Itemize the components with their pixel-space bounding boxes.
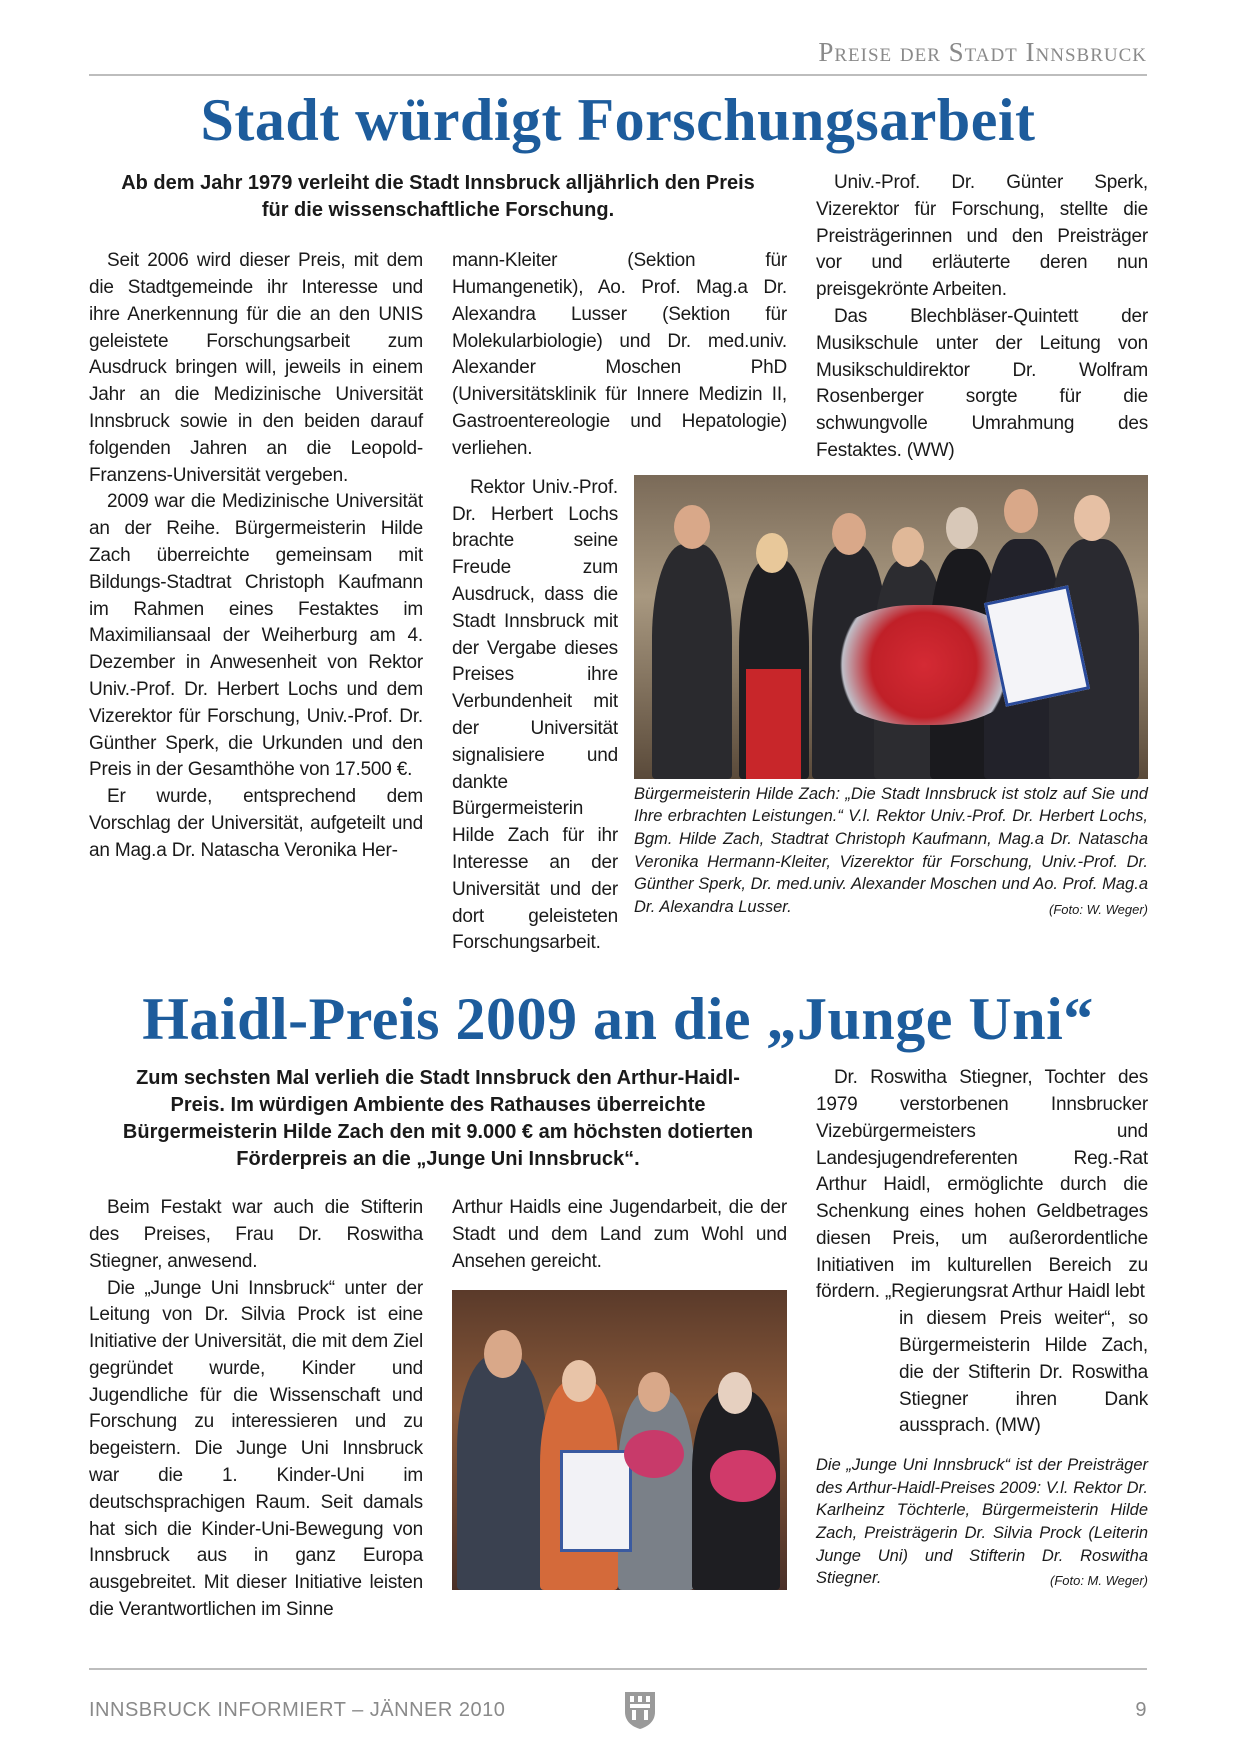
haidl-prize-photo [452, 1290, 787, 1590]
article1-photo-caption [634, 783, 1148, 919]
article1-column2 [452, 248, 787, 462]
article1-lead: Ab dem Jahr 1979 verleiht die Stadt Innsbruck alljährlich den Preis für die wissenschaftliche Forschung. [121, 172, 755, 221]
paragraph: Rektor Univ.-Prof. Dr. Herbert Lochs brachte seine Freude zum Ausdruck, dass die Stadt Innsbruck mit der Vergabe dieses Preises ihre Verbundenheit mit der Universität signalisiere und dankte Bürgermeisterin Hilde Zach für ihr Interesse an der Universität und der dort geleisteten Forschungsarbeit. [452, 476, 618, 954]
certificate [560, 1450, 632, 1552]
article2-lead: Zum sechsten Mal verlieh die Stadt Innsbruck den Arthur-Haidl-Preis. Im würdigen Ambiente des Rathauses überreichte Bürgermeisterin Hilde Zach den mit 9.000 € am höchsten dotierten Förderpreis an die „Junge Uni Innsbruck“. [122, 1067, 754, 1171]
article2-photo-caption [816, 1454, 1148, 1590]
paragraph: in diesem Preis weiter“, so Bürgermeisterin Hilde Zach, die der Stifterin Dr. Roswitha Stiegner ihren Dank aussprach. (MW) [899, 1308, 1148, 1437]
article2-column3 [816, 1065, 1148, 1593]
paragraph: Dr. Roswitha Stiegner, Tochter des 1979 verstorbenen Innsbrucker Vizebürgermeisters und Landesjugendreferenten Reg.-Rat Arthur Haidl, ermöglichte durch die Schenkung eines hohen Geldbetrages diesen Preis, um außerordentliche Initiativen im kulturellen Bereich zu fördern. „Regierungsrat Arthur Haidl lebt [816, 1067, 1148, 1303]
flower-bouquet [710, 1450, 776, 1502]
award-ceremony-photo [634, 475, 1148, 779]
paragraph: mann-Kleiter (Sektion für Humangenetik), Ao. Prof. Mag.a Dr. Alexandra Lusser (Sektion für Molekularbiologie) und Dr. med.univ. Alexander Moschen PhD (Universitätsklinik für Innere Medizin II, Gastroentereologie und Hepatologie) verliehen. [452, 250, 787, 459]
footer-publication: INNSBRUCK INFORMIERT – JÄNNER 2010 [89, 1698, 506, 1721]
photo-credit: (Foto: M. Weger) [1049, 1573, 1148, 1589]
paragraph: Arthur Haidls eine Jugendarbeit, die der Stadt und dem Land zum Wohl und Ansehen gereicht. [452, 1197, 787, 1272]
paragraph: Seit 2006 wird dieser Preis, mit dem die Stadtgemeinde ihr Interesse und ihre Anerkennung für die an den UNIS geleistete Forschungsarbeit zum Ausdruck bringen will, jeweils in einem Jahr an die Medizinische Universität Innsbruck sowie in den beiden darauf folgenden Jahren an die Leopold-Franzens-Universität vergeben. [89, 250, 423, 486]
running-header: Preise der Stadt Innsbruck [818, 37, 1147, 67]
article1-column3 [816, 170, 1148, 465]
article2-column3-narrow [816, 1306, 1148, 1440]
article2-body [89, 1065, 1147, 1624]
header-rule [89, 74, 1147, 76]
article1-figure [634, 475, 1148, 957]
paragraph: Beim Festakt war auch die Stifterin des Preises, Frau Dr. Roswitha Stiegner, anwesend. [89, 1197, 423, 1272]
article1-photo-row [452, 475, 1148, 957]
paragraph: Univ.-Prof. Dr. Günter Sperk, Vizerektor für Forschung, stellte die Preisträgerinnen und den Preisträger vor und erläuterte deren nun preisgekrönte Arbeiten. [816, 172, 1148, 301]
caption-text: Bürgermeisterin Hilde Zach: „Die Stadt Innsbruck ist stolz auf Sie und Ihre erbrachten Leistungen.“ V.l. Rektor Univ.-Prof. Dr. Herbert Lochs, Bgm. Hilde Zach, Stadtrat Christoph Kaufmann, Mag.a Dr. Natascha Veronika Hermann-Kleiter, Vizerektor für Forschung, Univ.-Prof. Dr. Günther Sperk, Dr. med.univ. Alexander Moschen und Ao. Prof. Mag.a Dr. Alexandra Lusser. [634, 784, 1148, 916]
caption-text: Die „Junge Uni Innsbruck“ ist der Preisträger des Arthur-Haidl-Preises 2009: V.l. Rektor Dr. Karlheinz Töchterle, Bürgermeisterin Hilde Zach, Preisträgerin Dr. Silvia Prock (Leiterin Junge Uni) und Stifterin Dr. Roswitha Stiegner. [816, 1456, 1148, 1588]
article1-column2-narrow [452, 475, 618, 957]
paragraph: 2009 war die Medizinische Universität an der Reihe. Bürgermeisterin Hilde Zach überreichte gemeinsam mit Bildungs-Stadtrat Christoph Kaufmann im Rahmen eines Festaktes im Maximiliansaal der Weiherburg am 4. Dezember in Anwesenheit von Rektor Univ.-Prof. Dr. Herbert Lochs und dem Vizerektor für Forschung, Univ.-Prof. Dr. Günther Sperk, die Urkunden und den Preis in der Gesamthöhe von 17.500 €. [89, 491, 423, 781]
paragraph: Das Blechbläser-Quintett der Musikschule unter der Leitung von Musikschuldirektor Dr. Wolfram Rosenberger sorgte für die schwungvolle Umrahmung des Festaktes. (WW) [816, 305, 1148, 461]
page-number: 9 [1135, 1698, 1147, 1721]
innsbruck-coat-of-arms-icon [623, 1690, 657, 1730]
article2-column2 [452, 1195, 787, 1589]
article2-column1 [89, 1195, 423, 1624]
article1-title: Stadt würdigt Forschungsarbeit [200, 87, 1036, 153]
footer-rule [89, 1668, 1147, 1670]
article1-body [89, 170, 1147, 957]
page-footer [89, 1648, 1147, 1730]
article2-title: Haidl-Preis 2009 an die „Junge Uni“ [142, 986, 1094, 1053]
paragraph: Er wurde, entsprechend dem Vorschlag der Universität, aufgeteilt und an Mag.a Dr. Natascha Veronika Her- [89, 786, 423, 861]
paragraph: Die „Junge Uni Innsbruck“ unter der Leitung von Dr. Silvia Prock ist eine Initiative der Universität, die mit dem Ziel gegründet wurde, Kinder und Jugendliche für die Wissenschaft und Forschung zu interessieren und zu begeistern. Die Junge Uni Innsbruck war die 1. Kinder-Uni im deutschsprachigen Raum. Seit damals hat sich die Kinder-Uni-Bewegung von Innsbruck aus in ganz Europa ausgebreitet. Mit dieser Initiative leisten die Verantwortlichen im Sinne [89, 1277, 423, 1621]
flower-bouquet [624, 1430, 684, 1478]
article1-column1 [89, 248, 423, 864]
photo-credit: (Foto: W. Weger) [1049, 901, 1148, 917]
